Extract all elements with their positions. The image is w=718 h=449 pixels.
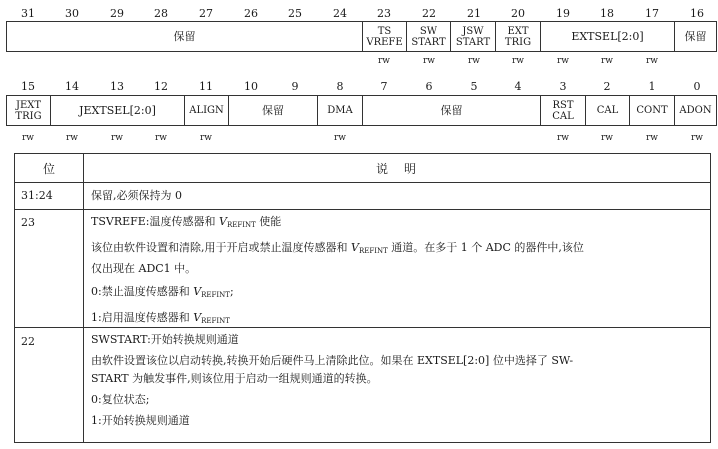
bit-number: 28 [154, 7, 168, 20]
table-row [15, 209, 710, 327]
access-label: rw [645, 133, 658, 143]
bit-number: 14 [65, 80, 79, 93]
row-line: 0:复位状态; [91, 393, 150, 406]
bit-number: 23 [377, 7, 391, 20]
access-label: rw [110, 133, 123, 143]
field-dma: DMA [317, 95, 363, 126]
field-reserved: 保留 [228, 95, 318, 126]
field-tsvrefe: TS VREFE [362, 21, 407, 52]
field-extsel: EXTSEL[2:0] [540, 21, 675, 52]
field-align: ALIGN [184, 95, 229, 126]
access-label: rw [690, 133, 703, 143]
field-cal: CAL [585, 95, 630, 126]
row-line: 1:启用温度传感器和 $V_{REFINT}$ [91, 311, 230, 325]
row-line: START 为触发事件,则该位用于启动一组规则通道的转换。 [91, 372, 378, 385]
row-bit: 31:24 [21, 189, 53, 202]
access-label: rw [422, 56, 435, 66]
bit-number: 21 [467, 7, 481, 20]
field-reserved: 保留 [674, 21, 717, 52]
field-jexttrig: JEXT TRIG [6, 95, 51, 126]
bit-number: 0 [693, 80, 701, 93]
bit-number: 30 [65, 7, 79, 20]
row-bit: 23 [21, 216, 35, 229]
bit-number: 4 [514, 80, 522, 93]
bit-number: 17 [645, 7, 659, 20]
bit-number: 10 [244, 80, 258, 93]
bit-number: 3 [559, 80, 567, 93]
bit-number: 27 [199, 7, 213, 20]
access-label: rw [65, 133, 78, 143]
bit-number: 24 [333, 7, 347, 20]
field-reserved: 保留 [362, 95, 541, 126]
bit-number: 11 [199, 80, 213, 93]
bit-number: 15 [21, 80, 35, 93]
row-title: TSVREFE:温度传感器和 $V_{REFINT}$ 使能 [91, 215, 282, 229]
access-label: rw [154, 133, 167, 143]
header-bit: 位 [42, 161, 55, 176]
field-reserved: 保留 [6, 21, 363, 52]
row-line: 仅出现在 ADC1 中。 [91, 262, 197, 275]
row-line: 该位由软件设置和清除,用于开启或禁止温度传感器和 $V_{REFINT}$ 通道。在多于 1 个 ADC 的器件中,该位 [91, 241, 584, 255]
bit-number: 20 [511, 7, 525, 20]
access-label: rw [21, 133, 34, 143]
bit-number: 19 [556, 7, 570, 20]
bit-number: 22 [422, 7, 436, 20]
bit-number: 16 [690, 7, 704, 20]
row-title: SWSTART:开始转换规则通道 [91, 333, 239, 346]
bit-number: 13 [110, 80, 124, 93]
access-label: rw [511, 56, 524, 66]
bit-number: 2 [603, 80, 611, 93]
bit-number: 9 [291, 80, 299, 93]
bit-number: 6 [425, 80, 433, 93]
access-label: rw [600, 133, 613, 143]
access-label: rw [556, 56, 569, 66]
bit-number: 29 [110, 7, 124, 20]
access-label: rw [467, 56, 480, 66]
access-label: rw [377, 56, 390, 66]
field-jswstart: JSW START [450, 21, 496, 52]
field-cont: CONT [629, 95, 675, 126]
field-adon: ADON [674, 95, 717, 126]
table-row [15, 327, 710, 442]
bit-number: 1 [648, 80, 656, 93]
bit-number: 25 [288, 7, 302, 20]
row-bit: 22 [21, 335, 35, 348]
row-line: 由软件设置该位以启动转换,转换开始后硬件马上清除此位。如果在 EXTSEL[2:0] 位中选择了 SW- [91, 354, 574, 367]
bit-number: 31 [21, 7, 35, 20]
bit-number: 5 [470, 80, 478, 93]
row-line: 0:禁止温度传感器和 $V_{REFINT}$; [91, 285, 234, 299]
bit-number: 18 [600, 7, 614, 20]
field-jextsel: JEXTSEL[2:0] [50, 95, 185, 126]
field-exttrig: EXT TRIG [495, 21, 541, 52]
bit-number: 7 [380, 80, 388, 93]
access-label: rw [556, 133, 569, 143]
bit-number: 26 [244, 7, 258, 20]
row-description [91, 331, 701, 430]
row-line: 1:开始转换规则通道 [91, 414, 190, 427]
access-label: rw [333, 133, 346, 143]
table-row [15, 182, 710, 209]
bit-number: 12 [154, 80, 168, 93]
header-description: 说 明 [375, 161, 418, 176]
field-swstart: SW START [406, 21, 451, 52]
bit-description-table [14, 153, 711, 443]
row-description [91, 213, 701, 330]
access-label: rw [199, 133, 212, 143]
field-rstcal: RST CAL [540, 95, 586, 126]
row-description: 保留,必须保持为 0 [91, 189, 182, 202]
access-label: rw [645, 56, 658, 66]
access-label: rw [600, 56, 613, 66]
bit-number: 8 [336, 80, 344, 93]
